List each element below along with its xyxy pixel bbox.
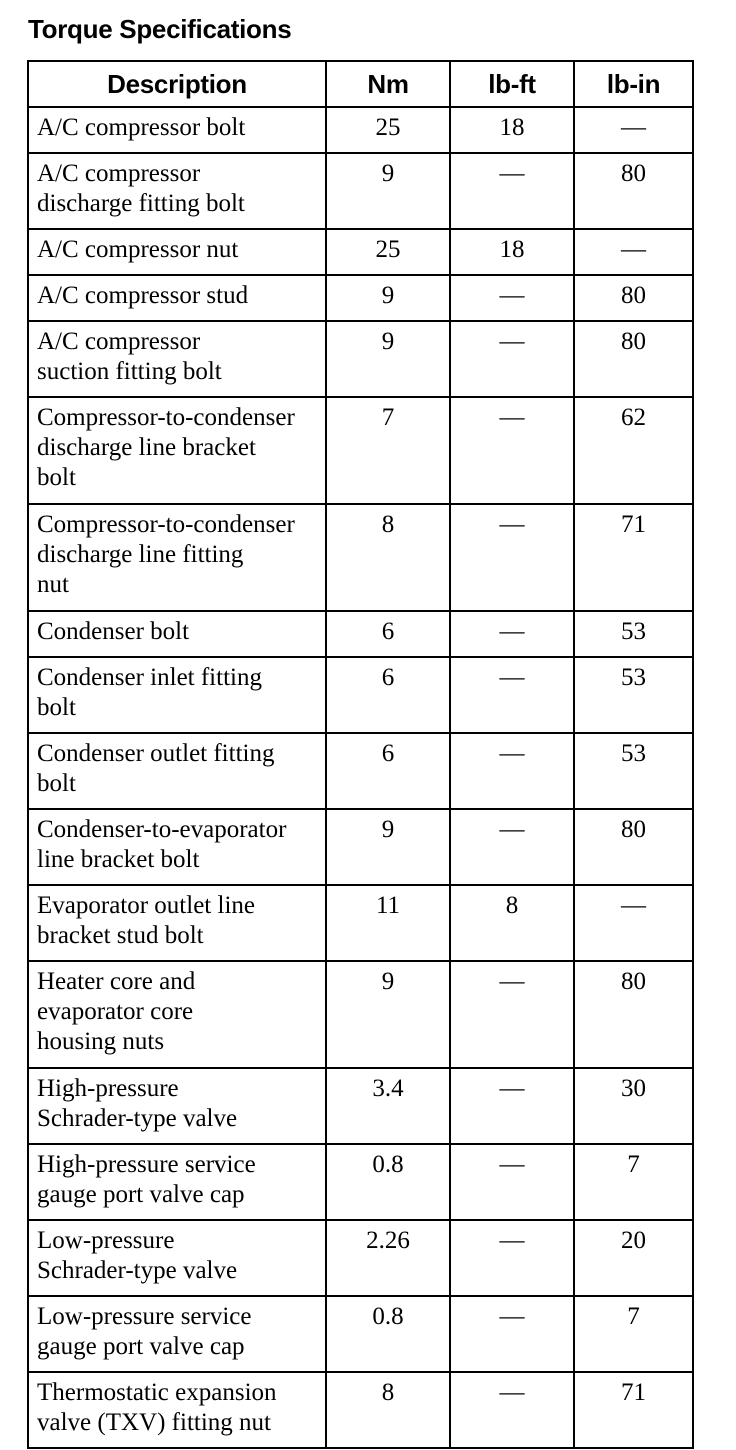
lb-ft-value-cell: — <box>450 1144 574 1220</box>
table-row <box>28 1372 693 1448</box>
lb-in-value-cell: 20 <box>574 1220 693 1296</box>
lb-ft-value-cell: — <box>450 809 574 885</box>
description-cell <box>28 1296 326 1372</box>
description-line: discharge line fitting <box>37 541 244 568</box>
description-line: evaporator core <box>37 998 194 1025</box>
description-cell <box>28 885 326 961</box>
lb-in-value-cell: 53 <box>574 733 693 809</box>
nm-value-cell: 7 <box>326 397 450 504</box>
lb-ft-value-cell: — <box>450 275 574 321</box>
table-row <box>28 611 693 657</box>
description-cell <box>28 809 326 885</box>
lb-in-value-cell: 80 <box>574 153 693 229</box>
lb-in-value-cell: 71 <box>574 1372 693 1448</box>
lb-in-value-cell: 80 <box>574 961 693 1068</box>
lb-in-value-cell: — <box>574 229 693 275</box>
description-line: Schrader-type valve <box>37 1105 238 1132</box>
description-cell <box>28 1144 326 1220</box>
description-line: Thermostatic expansion <box>37 1379 277 1406</box>
table-row <box>28 229 693 275</box>
lb-in-value-cell: 80 <box>574 275 693 321</box>
table-row <box>28 733 693 809</box>
description-line: gauge port valve cap <box>37 1181 245 1208</box>
page-title: Torque Specifications <box>28 14 292 44</box>
description-cell <box>28 397 326 504</box>
lb-ft-value-cell: — <box>450 657 574 733</box>
nm-value-cell: 9 <box>326 961 450 1068</box>
description-line: Compressor-to-condenser <box>37 404 295 431</box>
table-row <box>28 1144 693 1220</box>
lb-ft-value-cell: — <box>450 504 574 611</box>
column-header-description: Description <box>28 61 326 107</box>
table-row <box>28 153 693 229</box>
table-row <box>28 397 693 504</box>
description-line: Condenser bolt <box>37 618 190 645</box>
description-line: housing nuts <box>37 1028 165 1055</box>
column-header-nm: Nm <box>326 61 450 107</box>
lb-ft-value-cell: — <box>450 961 574 1068</box>
lb-ft-value-cell: 8 <box>450 885 574 961</box>
lb-in-value-cell: 53 <box>574 611 693 657</box>
description-cell <box>28 1068 326 1144</box>
description-line: A/C compressor <box>37 160 201 187</box>
description-cell <box>28 107 326 153</box>
table-row <box>28 809 693 885</box>
description-cell <box>28 275 326 321</box>
description-cell <box>28 153 326 229</box>
lb-ft-value-cell: 18 <box>450 107 574 153</box>
description-line: Condenser outlet fitting <box>37 740 275 767</box>
lb-ft-value-cell: — <box>450 1068 574 1144</box>
nm-value-cell: 8 <box>326 504 450 611</box>
description-cell <box>28 733 326 809</box>
description-line: A/C compressor nut <box>37 236 239 263</box>
description-line: Low-pressure <box>37 1227 175 1254</box>
table-row <box>28 504 693 611</box>
description-line: High-pressure service <box>37 1151 256 1178</box>
table-row <box>28 1068 693 1144</box>
table-row <box>28 275 693 321</box>
table-row <box>28 321 693 397</box>
description-line: discharge fitting bolt <box>37 190 245 217</box>
description-line: valve (TXV) fitting nut <box>37 1409 271 1436</box>
description-line: line bracket bolt <box>37 846 200 873</box>
lb-ft-value-cell: — <box>450 1296 574 1372</box>
description-line: A/C compressor <box>37 328 201 355</box>
description-cell <box>28 961 326 1068</box>
description-line: A/C compressor stud <box>37 282 249 309</box>
description-line: bolt <box>37 694 76 721</box>
table-row <box>28 885 693 961</box>
table-header-row <box>28 61 693 107</box>
description-line: Compressor-to-condenser <box>37 511 295 538</box>
description-line: High-pressure <box>37 1075 179 1102</box>
table-row <box>28 657 693 733</box>
lb-in-value-cell: 80 <box>574 321 693 397</box>
lb-in-value-cell: 62 <box>574 397 693 504</box>
lb-ft-value-cell: — <box>450 153 574 229</box>
nm-value-cell: 9 <box>326 275 450 321</box>
lb-in-value-cell: — <box>574 107 693 153</box>
lb-in-value-cell: 80 <box>574 809 693 885</box>
nm-value-cell: 2.26 <box>326 1220 450 1296</box>
description-line: Low-pressure service <box>37 1303 252 1330</box>
description-cell <box>28 657 326 733</box>
lb-ft-value-cell: — <box>450 1220 574 1296</box>
lb-in-value-cell: 71 <box>574 504 693 611</box>
column-header-lb-in: lb-in <box>574 61 693 107</box>
lb-ft-value-cell: — <box>450 611 574 657</box>
table-row <box>28 107 693 153</box>
lb-ft-value-cell: — <box>450 397 574 504</box>
nm-value-cell: 6 <box>326 657 450 733</box>
nm-value-cell: 9 <box>326 809 450 885</box>
nm-value-cell: 6 <box>326 611 450 657</box>
description-line: discharge line bracket <box>37 434 256 461</box>
description-cell <box>28 1220 326 1296</box>
description-cell <box>28 321 326 397</box>
lb-ft-value-cell: — <box>450 733 574 809</box>
lb-ft-value-cell: — <box>450 321 574 397</box>
lb-in-value-cell: — <box>574 885 693 961</box>
lb-in-value-cell: 53 <box>574 657 693 733</box>
description-cell <box>28 611 326 657</box>
lb-ft-value-cell: — <box>450 1372 574 1448</box>
lb-in-value-cell: 30 <box>574 1068 693 1144</box>
table-row <box>28 961 693 1068</box>
lb-in-value-cell: 7 <box>574 1296 693 1372</box>
description-line: Condenser inlet fitting <box>37 664 262 691</box>
nm-value-cell: 9 <box>326 321 450 397</box>
lb-ft-value-cell: 18 <box>450 229 574 275</box>
description-line: bolt <box>37 770 76 797</box>
lb-in-value-cell: 7 <box>574 1144 693 1220</box>
description-line: Condenser-to-evaporator <box>37 816 287 843</box>
description-line: Heater core and <box>37 968 196 995</box>
nm-value-cell: 0.8 <box>326 1144 450 1220</box>
description-cell <box>28 229 326 275</box>
nm-value-cell: 9 <box>326 153 450 229</box>
description-cell <box>28 1372 326 1448</box>
nm-value-cell: 3.4 <box>326 1068 450 1144</box>
column-header-lb-ft: lb-ft <box>450 61 574 107</box>
description-line: A/C compressor bolt <box>37 114 246 141</box>
description-line: Evaporator outlet line <box>37 892 255 919</box>
nm-value-cell: 0.8 <box>326 1296 450 1372</box>
nm-value-cell: 6 <box>326 733 450 809</box>
description-line: bracket stud bolt <box>37 922 204 949</box>
nm-value-cell: 25 <box>326 229 450 275</box>
table-row <box>28 1220 693 1296</box>
description-line: Schrader-type valve <box>37 1257 238 1284</box>
description-line: gauge port valve cap <box>37 1333 245 1360</box>
table-body <box>28 107 693 1448</box>
nm-value-cell: 25 <box>326 107 450 153</box>
nm-value-cell: 8 <box>326 1372 450 1448</box>
description-cell <box>28 504 326 611</box>
description-line: nut <box>37 571 69 598</box>
nm-value-cell: 11 <box>326 885 450 961</box>
table-row <box>28 1296 693 1372</box>
description-line: bolt <box>37 464 76 491</box>
torque-spec-table <box>27 60 694 1449</box>
description-line: suction fitting bolt <box>37 358 222 385</box>
